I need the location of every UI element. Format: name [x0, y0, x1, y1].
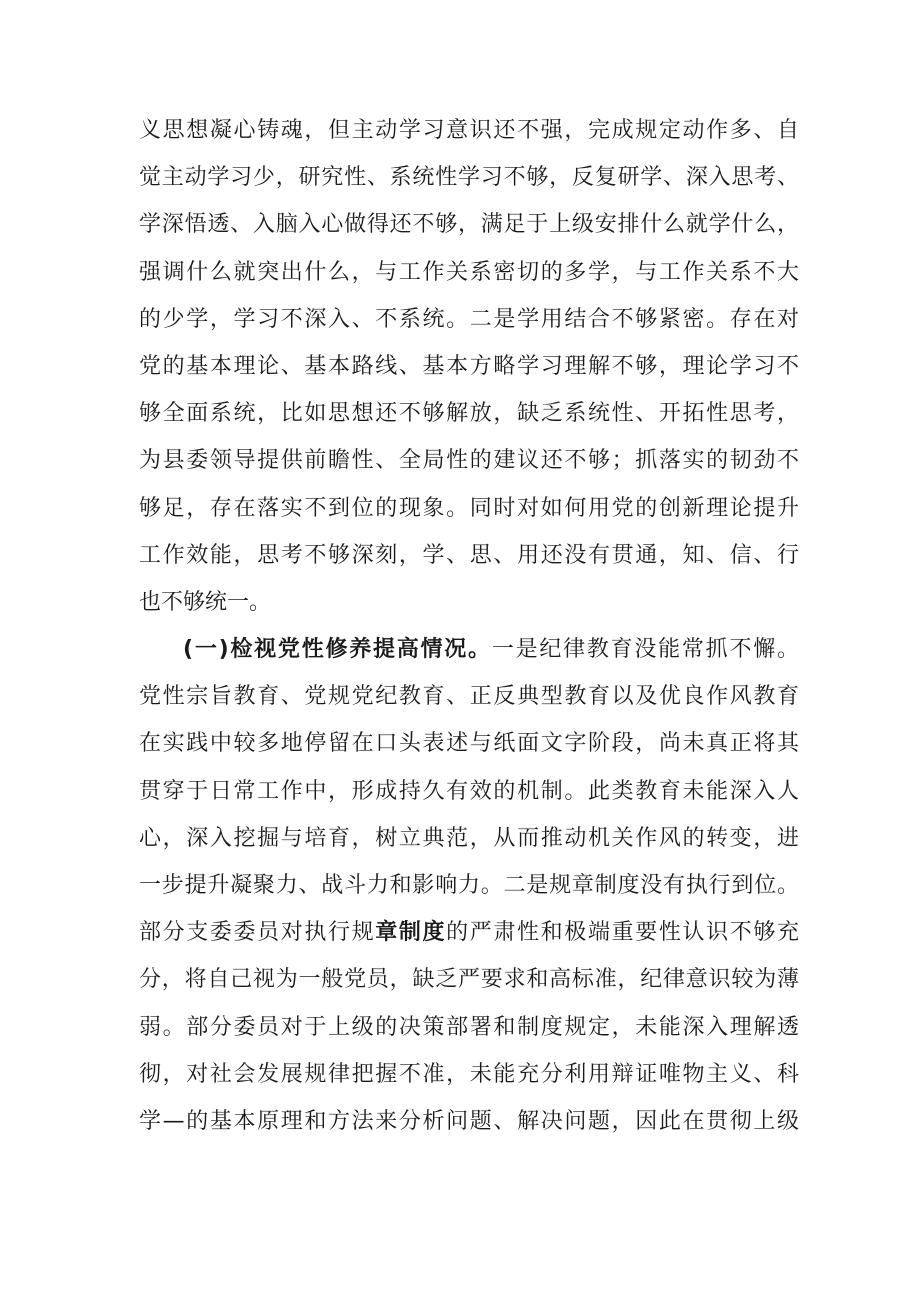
- text-line: 分，将自己视为一般党员，缺乏严要求和高标准，纪律意识较为薄: [139, 967, 799, 993]
- text-segment: 部分支委委员对执行规: [139, 920, 376, 946]
- bold-text-segment: 章制度: [375, 920, 447, 946]
- text-line: 为县委领导提供前瞻性、全局性的建议还不够；抓落实的韧劲不: [139, 448, 799, 474]
- text-line: 学深悟透、入脑入心做得还不够，满足于上级安排什么就学什么，: [139, 212, 799, 238]
- text-line: 工作效能，思考不够深刻，学、思、用还没有贯通，知、信、行: [139, 542, 799, 568]
- text-line-with-bold: [139, 909, 799, 956]
- heading-line-rest: 一是纪律教育没能常抓不懈。: [491, 637, 799, 663]
- text-line: 一步提升凝聚力、战斗力和影响力。二是规章制度没有执行到位。: [139, 873, 799, 898]
- text-line: 够足，存在落实不到位的现象。同时对如何用党的创新理论提升: [139, 495, 799, 521]
- text-line: 够全面系统，比如思想还不够解放，缺乏系统性、开拓性思考，: [139, 401, 799, 427]
- text-line: 义思想凝心铸魂，但主动学习意识还不强，完成规定动作多、自: [139, 118, 799, 143]
- section-heading: (一)检视党性修养提高情况。: [183, 637, 492, 663]
- text-line: 觉主动学习少，研究性、系统性学习不够，反复研学、深入思考、: [139, 165, 799, 191]
- section-heading-line: [139, 626, 799, 673]
- text-line: 党的基本理论、基本路线、基本方略学习理解不够，理论学习不: [139, 353, 799, 379]
- text-line: 也不够统一。: [139, 589, 272, 615]
- text-line: 弱。部分委员对于上级的决策部署和制度规定，未能深入理解透: [139, 1014, 799, 1040]
- text-line: 贯穿于日常工作中，形成持久有效的机制。此类教育未能深入人: [139, 778, 799, 804]
- text-line: 的少学，学习不深入、不系统。二是学用结合不够紧密。存在对: [139, 306, 799, 332]
- text-line: 彻，对社会发展规律把握不准，未能充分利用辩证唯物主义、科: [139, 1061, 799, 1087]
- text-line: 党性宗旨教育、党规党纪教育、正反典型教育以及优良作风教育: [139, 684, 799, 710]
- text-line: 强调什么就突出什么，与工作关系密切的多学，与工作关系不大: [139, 259, 799, 285]
- text-line: 在实践中较多地停留在口头表述与纸面文字阶段，尚未真正将其: [139, 731, 799, 757]
- text-segment: 的严肃性和极端重要性认识不够充: [446, 920, 799, 946]
- text-line: 学—的基本原理和方法来分析问题、解决问题，因此在贯彻上级: [139, 1108, 799, 1134]
- text-line: 心，深入挖掘与培育，树立典范，从而推动机关作风的转变，进: [139, 825, 799, 851]
- paragraph-party-spirit: [139, 626, 799, 1145]
- document-body: [139, 107, 799, 1145]
- paragraph-study: [139, 107, 799, 626]
